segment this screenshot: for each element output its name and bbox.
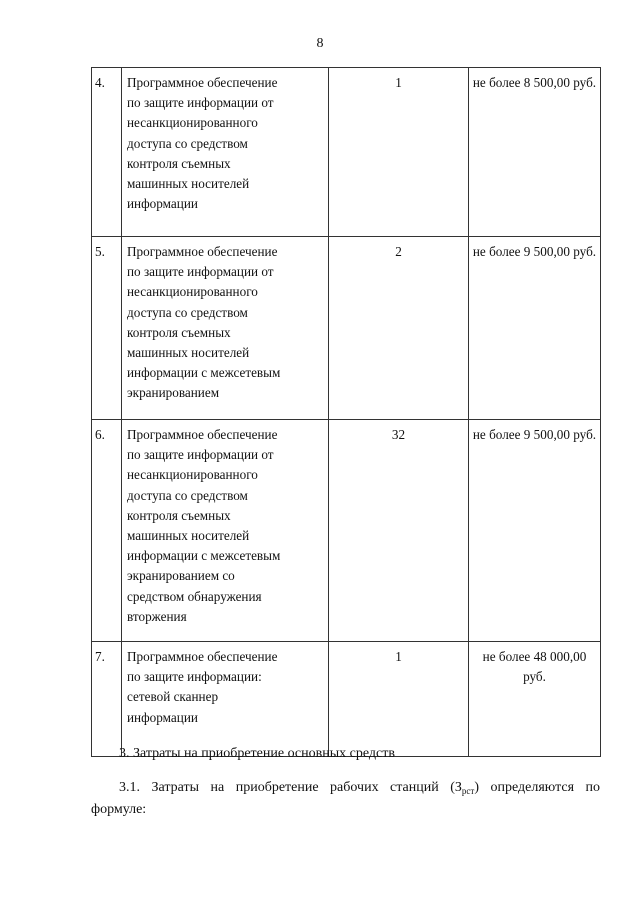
table-row [92, 642, 601, 757]
item-name-line: по защите информации от [127, 95, 274, 111]
items-table [91, 67, 601, 757]
paragraph-line-2: формуле: [91, 802, 147, 817]
item-name-line: сетевой сканнер [127, 689, 219, 705]
item-quantity: 32 [329, 420, 469, 642]
item-name-line: по защите информации от [127, 264, 274, 280]
item-name-line: контроля съемных [127, 324, 231, 340]
item-name-line: контроля съемных [127, 507, 231, 523]
item-name-line: Программное обеспечение [127, 427, 278, 442]
item-price: не более 8 500,00 руб. [469, 68, 601, 237]
item-name-line: информации [127, 196, 198, 212]
item-quantity: 1 [329, 642, 469, 757]
item-name-line: Программное обеспечение [127, 244, 278, 259]
item-quantity: 2 [329, 237, 469, 420]
item-name-line: доступа со средством [127, 135, 248, 151]
table-row [92, 237, 601, 420]
row-number: 4. [92, 68, 122, 237]
row-number: 7. [92, 642, 122, 757]
page-number: 8 [316, 36, 324, 51]
item-name-line: машинных носителей [127, 345, 250, 361]
item-name [122, 420, 329, 642]
paragraph-line-1 [91, 777, 600, 799]
item-name-line: несанкционированного [127, 284, 258, 300]
paragraph-3-1 [91, 777, 600, 821]
item-name-line: несанкционированного [127, 115, 258, 131]
table-row [92, 68, 601, 237]
row-number: 5. [92, 237, 122, 420]
item-name-line: информации с межсетевым [127, 548, 281, 564]
item-price: не более 9 500,00 руб. [469, 237, 601, 420]
item-price: не более 48 000,00 руб. [469, 642, 601, 757]
item-name-line: машинных носителей [127, 528, 250, 544]
item-name-line: экранированием [127, 385, 220, 401]
item-quantity: 1 [329, 68, 469, 237]
paragraph-text-start: 3.1. Затраты на приобретение рабочих станций (З [119, 780, 462, 795]
item-name-line: информации с межсетевым [127, 365, 281, 381]
items-table-body [92, 68, 601, 757]
item-name-line: по защите информации от [127, 447, 274, 463]
item-name-line: вторжения [127, 608, 187, 624]
item-name-line: по защите информации: [127, 669, 262, 685]
table-row [92, 420, 601, 642]
item-name-line: Программное обеспечение [127, 75, 278, 90]
item-name [122, 642, 329, 757]
item-name [122, 237, 329, 420]
item-name-line: несанкционированного [127, 467, 258, 483]
paragraph-text-end: ) определяются по [474, 780, 600, 795]
item-name-line: экранированием со [127, 568, 235, 584]
item-name-line: доступа со средством [127, 304, 248, 320]
item-name-line: средством обнаружения [127, 588, 262, 604]
item-name-line: контроля съемных [127, 155, 231, 171]
symbol-subscript: рст [461, 786, 475, 796]
row-number: 6. [92, 420, 122, 642]
item-price: не более 9 500,00 руб. [469, 420, 601, 642]
item-name-line: Программное обеспечение [127, 649, 278, 664]
section-heading: 3. Затраты на приобретение основных средств [119, 746, 395, 761]
item-name-line: машинных носителей [127, 176, 250, 192]
item-name [122, 68, 329, 237]
item-name-line: доступа со средством [127, 487, 248, 503]
item-name-line: информации [127, 709, 198, 725]
